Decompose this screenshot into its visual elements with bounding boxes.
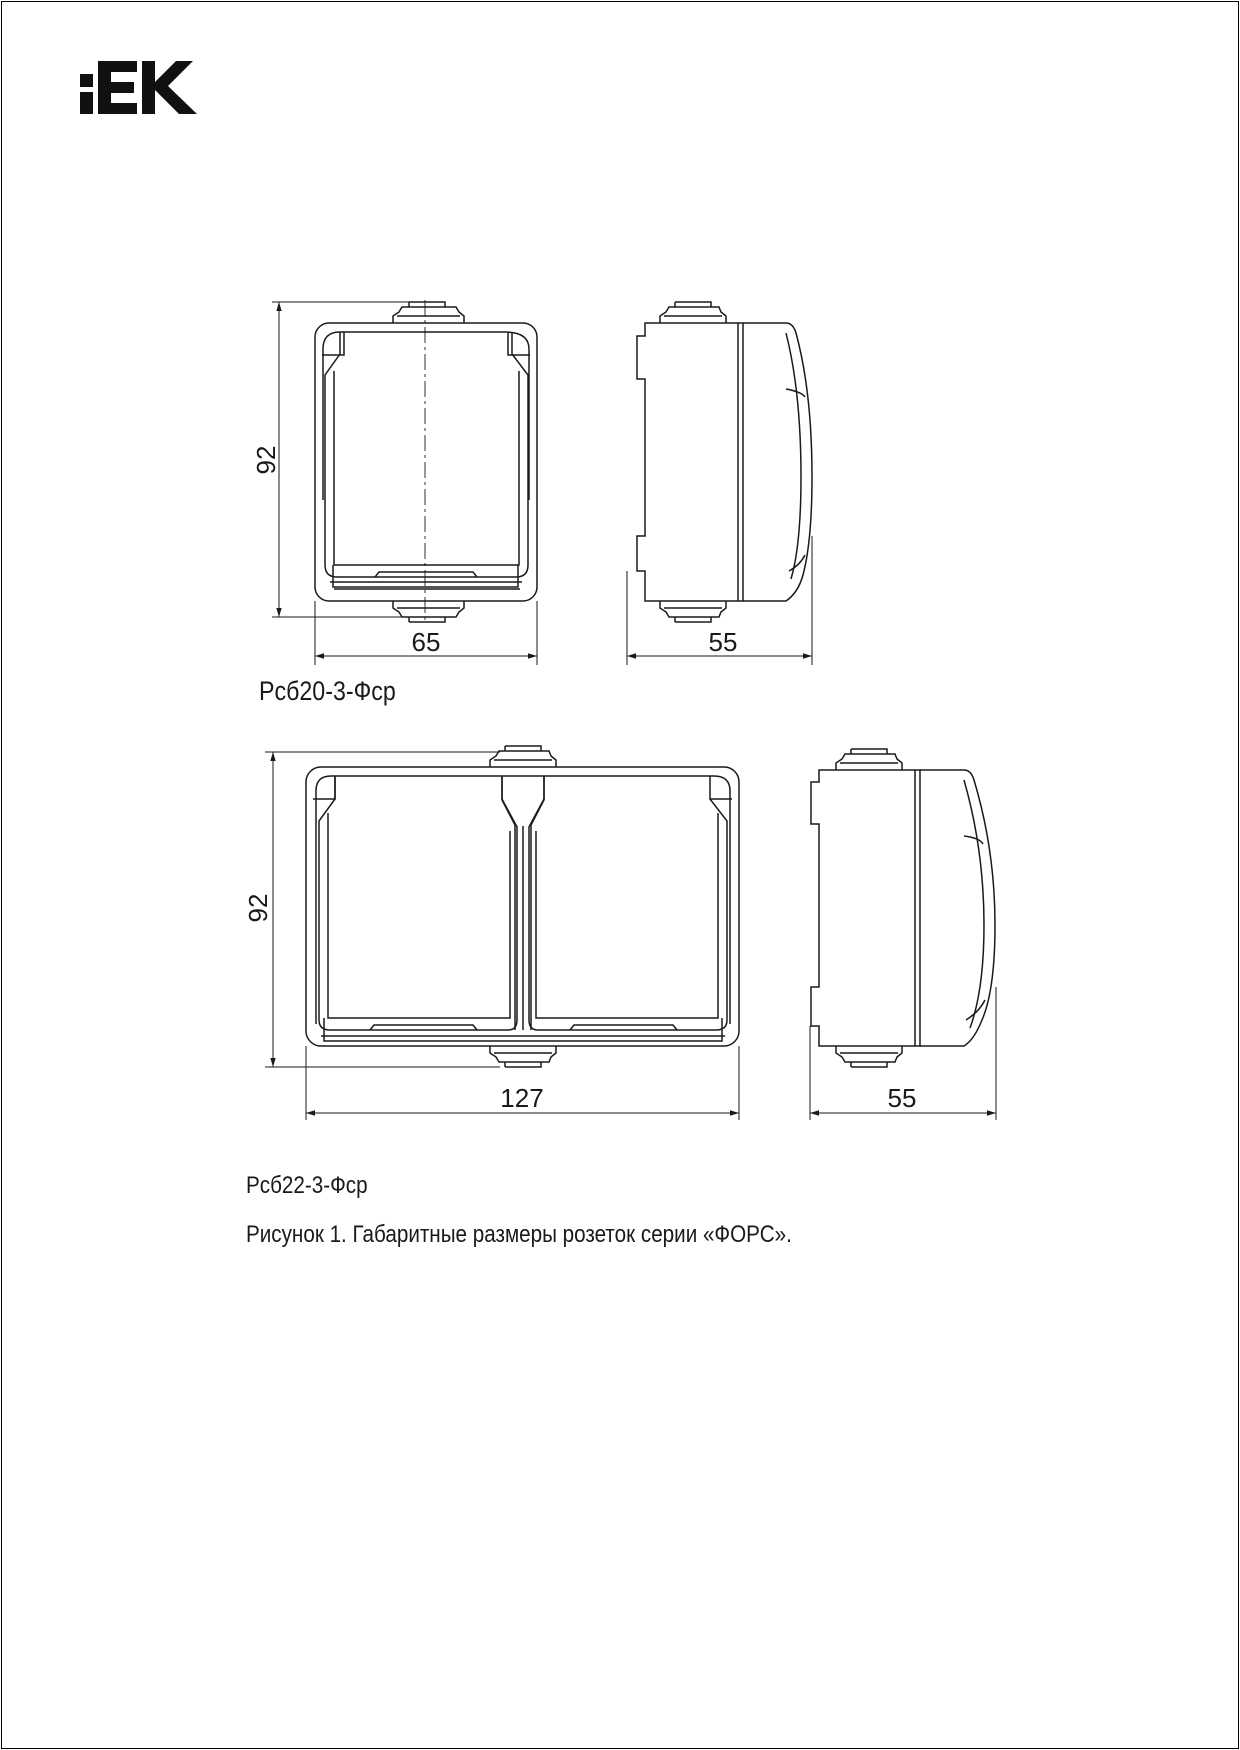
figure-caption: Рисунок 1. Габаритные размеры розеток серии «ФОРС».	[246, 1221, 792, 1248]
dim-depth-single: 55	[708, 627, 738, 657]
side-view-double	[811, 749, 995, 1067]
iek-logo	[80, 61, 197, 114]
dim-width-double: 127	[500, 1083, 544, 1113]
dim-width-single: 65	[411, 627, 441, 657]
model-label-single: Рсб20-3-Фср	[259, 676, 396, 706]
dim-lines-double-front	[265, 752, 739, 1120]
dim-height-double: 92	[243, 893, 273, 923]
dim-depth-double: 55	[887, 1083, 917, 1113]
front-view-double	[306, 746, 739, 1067]
front-view-single	[315, 300, 537, 624]
dim-lines-single-front	[272, 302, 537, 665]
dim-height-single: 92	[251, 445, 281, 475]
model-label-double: Рсб22-3-Фср	[246, 1172, 368, 1199]
side-view-single	[637, 302, 812, 622]
